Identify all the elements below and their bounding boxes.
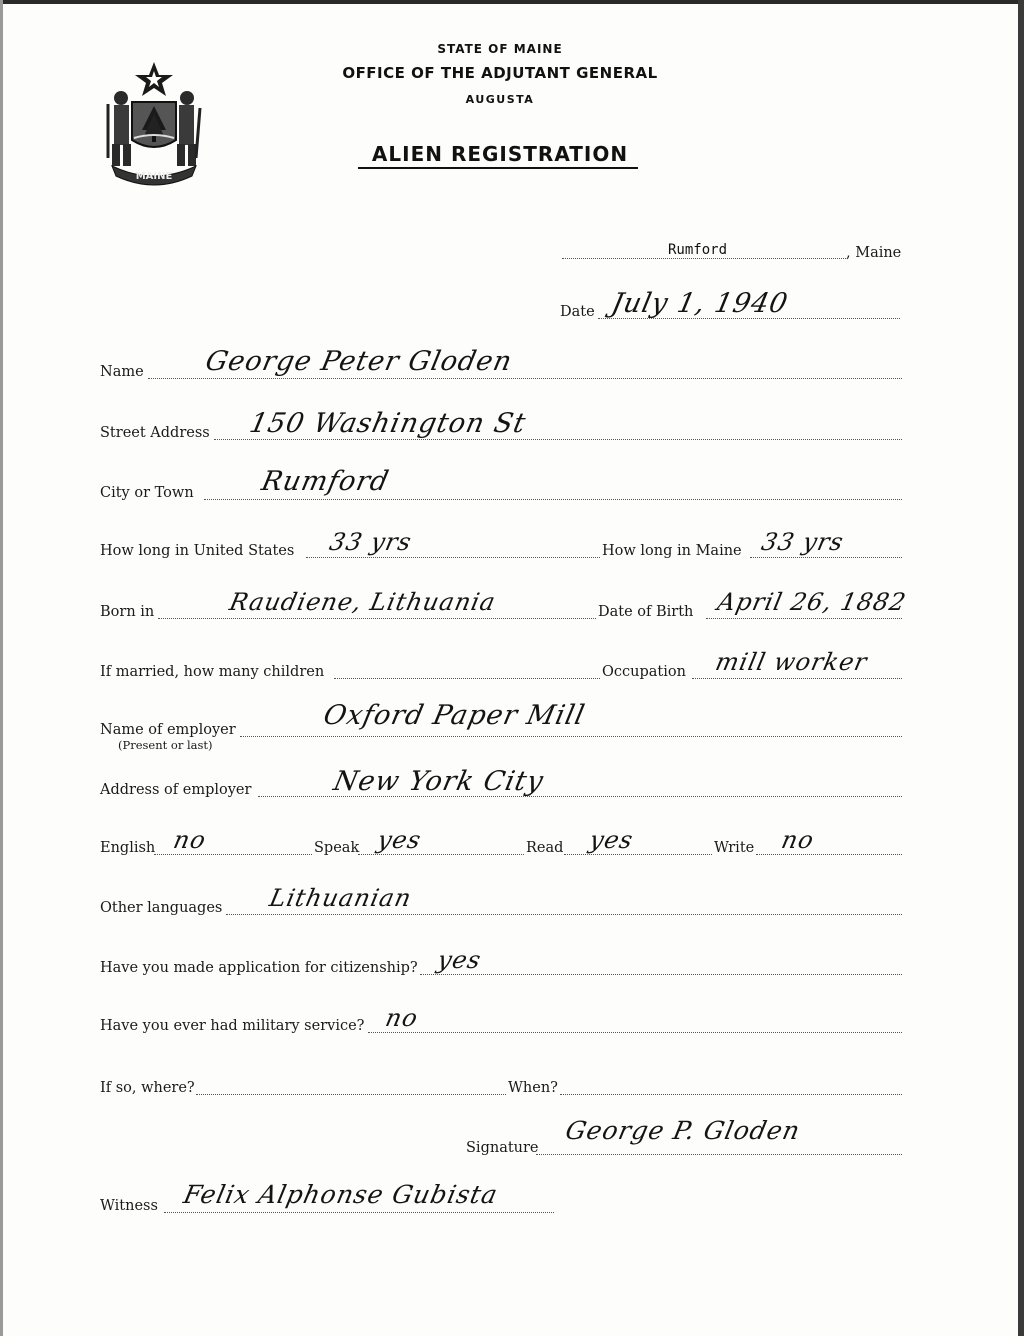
date-label: Date bbox=[560, 304, 595, 320]
city-or-town-label: City or Town bbox=[100, 485, 194, 501]
english-value: no bbox=[171, 826, 209, 854]
office-heading: OFFICE OF THE ADJUTANT GENERAL bbox=[342, 64, 658, 82]
name-field-line bbox=[148, 378, 902, 379]
date-value: July 1, 1940 bbox=[608, 288, 792, 319]
children-field-line bbox=[334, 678, 600, 679]
scan-edge-top bbox=[0, 0, 1024, 4]
maine-state-seal-icon bbox=[98, 58, 210, 186]
if-so-where-field-line bbox=[196, 1094, 506, 1095]
born-in-field-line bbox=[158, 618, 596, 619]
military-field-line bbox=[368, 1032, 902, 1033]
city-or-town-field-line bbox=[204, 499, 902, 500]
read-label: Read bbox=[526, 840, 564, 856]
signature-value: George P. Gloden bbox=[562, 1116, 804, 1145]
employer-address-value: New York City bbox=[330, 766, 547, 797]
name-value: George Peter Gloden bbox=[202, 346, 516, 377]
write-label: Write bbox=[714, 840, 755, 856]
city-or-town-value: Rumford bbox=[258, 466, 393, 497]
signature-field-line bbox=[536, 1154, 902, 1155]
witness-label: Witness bbox=[100, 1198, 158, 1214]
citizenship-label: Have you made application for citizenship? bbox=[100, 960, 418, 976]
employer-address-label: Address of employer bbox=[100, 782, 252, 798]
occupation-label: Occupation bbox=[602, 664, 686, 680]
english-field-line bbox=[154, 854, 312, 855]
born-in-label: Born in bbox=[100, 604, 155, 620]
children-label: If married, how many children bbox=[100, 664, 325, 680]
employer-sublabel: (Present or last) bbox=[118, 738, 213, 752]
read-value: yes bbox=[587, 826, 637, 854]
state-suffix: , Maine bbox=[846, 245, 902, 261]
scan-edge-right bbox=[1018, 0, 1024, 1336]
write-value: no bbox=[779, 826, 817, 854]
street-address-field-line bbox=[214, 439, 902, 440]
signature-label: Signature bbox=[466, 1140, 539, 1156]
witness-field-line bbox=[164, 1212, 554, 1213]
write-field-line bbox=[756, 854, 902, 855]
date-of-birth-label: Date of Birth bbox=[598, 604, 694, 620]
seal-text: MAINE bbox=[135, 171, 173, 182]
english-label: English bbox=[100, 840, 156, 856]
street-address-value: 150 Washington St bbox=[246, 408, 529, 439]
born-in-value: Raudiene, Lithuania bbox=[227, 588, 499, 616]
how-long-us-field-line bbox=[306, 557, 600, 558]
citizenship-value: yes bbox=[435, 946, 485, 974]
how-long-maine-label: How long in Maine bbox=[602, 543, 742, 559]
form-title: ALIEN REGISTRATION bbox=[371, 142, 629, 166]
how-long-us-label: How long in United States bbox=[100, 543, 295, 559]
speak-label: Speak bbox=[314, 840, 360, 856]
witness-value: Felix Alphonse Gubista bbox=[180, 1180, 501, 1209]
speak-value: yes bbox=[375, 826, 425, 854]
if-so-where-label: If so, where? bbox=[100, 1080, 195, 1096]
state-heading: STATE OF MAINE bbox=[437, 42, 563, 56]
speak-field-line bbox=[358, 854, 524, 855]
name-label: Name bbox=[100, 364, 144, 380]
how-long-us-value: 33 yrs bbox=[327, 528, 415, 556]
occupation-value: mill worker bbox=[713, 648, 871, 676]
occupation-field-line bbox=[692, 678, 902, 679]
date-of-birth-field-line bbox=[706, 618, 902, 619]
other-languages-value: Lithuanian bbox=[267, 884, 415, 912]
town-field-line bbox=[562, 258, 846, 259]
read-field-line bbox=[564, 854, 712, 855]
military-label: Have you ever had military service? bbox=[100, 1018, 365, 1034]
other-languages-label: Other languages bbox=[100, 900, 223, 916]
employer-value: Oxford Paper Mill bbox=[320, 700, 589, 731]
citizenship-field-line bbox=[420, 974, 902, 975]
date-of-birth-value: April 26, 1882 bbox=[715, 588, 910, 616]
employer-field-line bbox=[240, 736, 902, 737]
military-value: no bbox=[383, 1004, 421, 1032]
title-underline bbox=[358, 167, 638, 169]
how-long-maine-value: 33 yrs bbox=[759, 528, 847, 556]
city-heading: AUGUSTA bbox=[465, 93, 535, 106]
other-languages-field-line bbox=[226, 914, 902, 915]
street-address-label: Street Address bbox=[100, 425, 210, 441]
when-label: When? bbox=[508, 1080, 558, 1096]
town-value: Rumford bbox=[668, 242, 728, 258]
when-field-line bbox=[560, 1094, 902, 1095]
scan-edge-left bbox=[0, 0, 3, 1336]
employer-label: Name of employer bbox=[100, 722, 236, 738]
how-long-maine-field-line bbox=[750, 557, 902, 558]
